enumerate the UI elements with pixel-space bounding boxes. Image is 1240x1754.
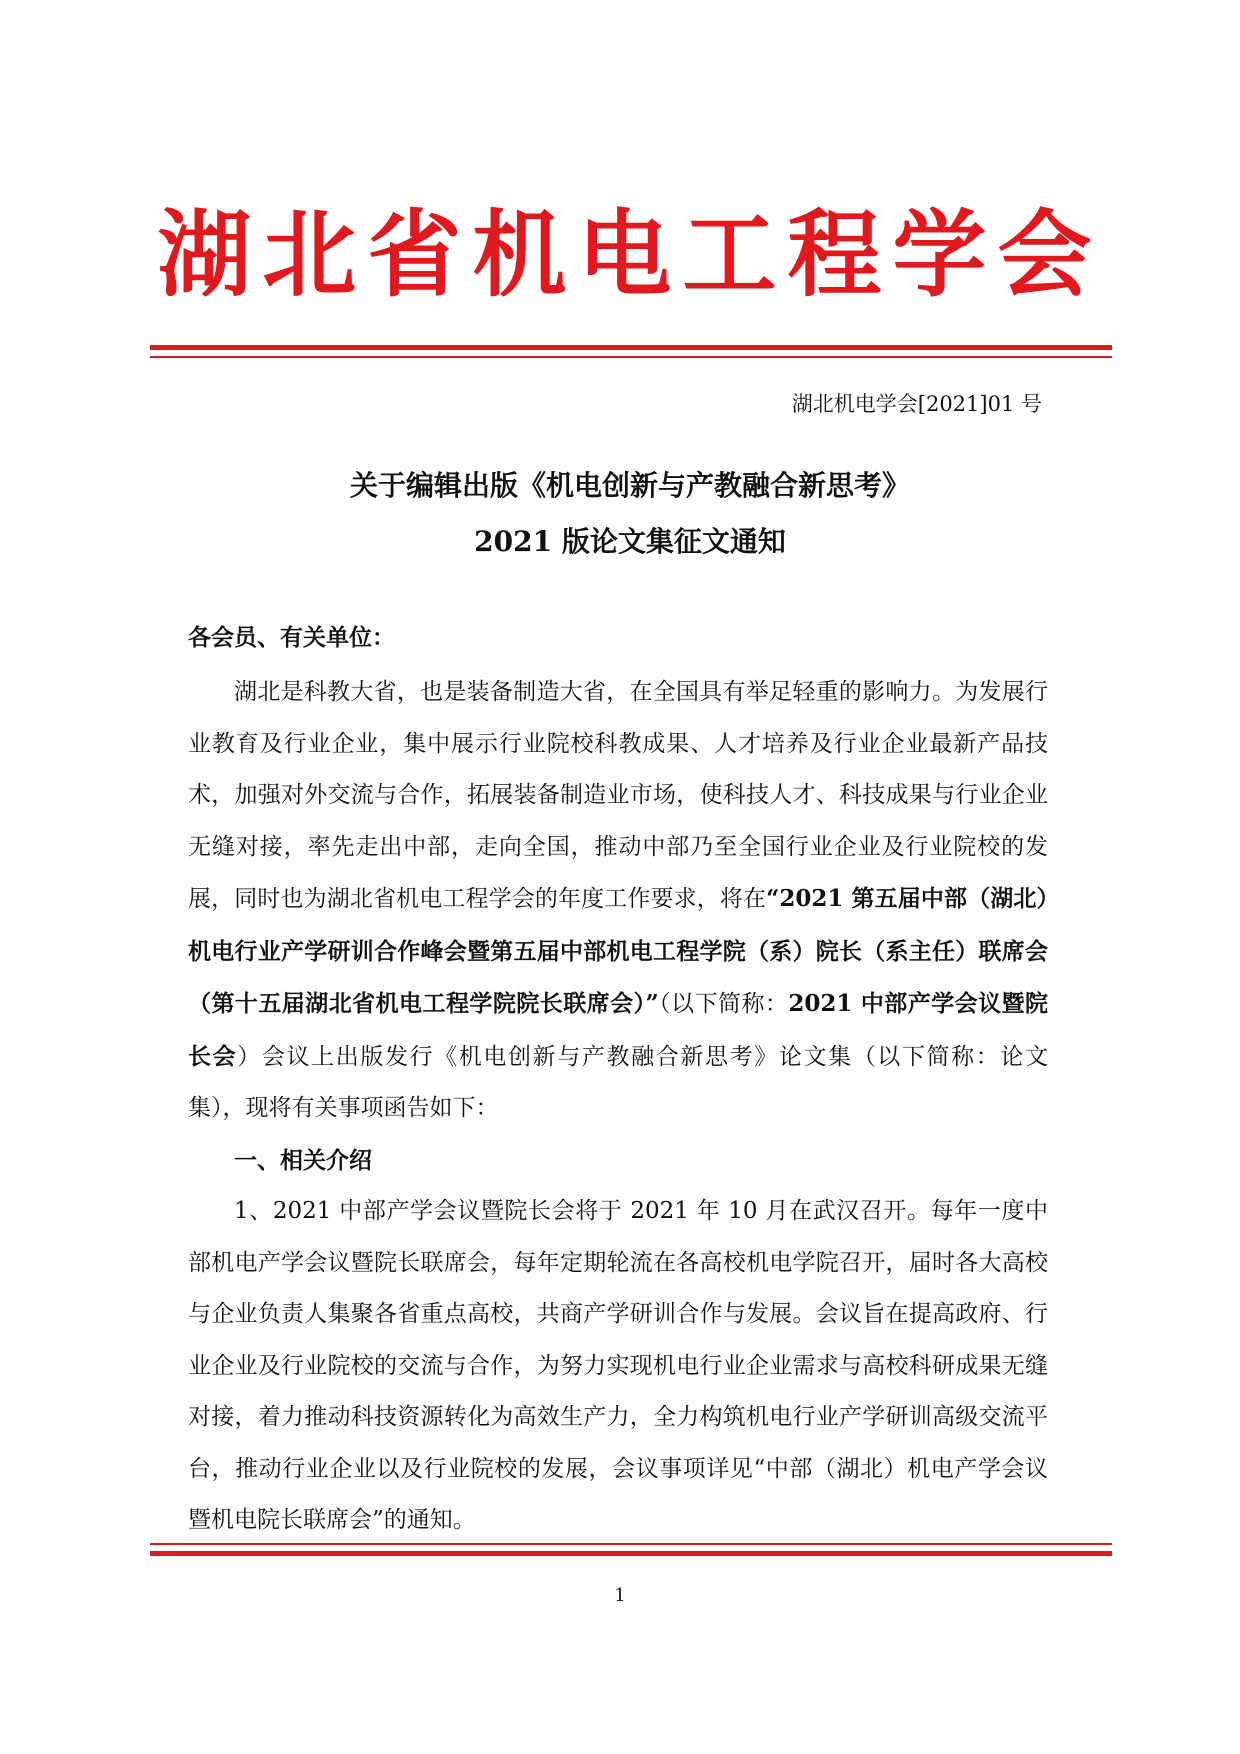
footer-rule-thin [150,1543,1112,1545]
organization-masthead: 湖北省机电工程学会 [157,201,1103,310]
section-heading-1: 一、相关介绍 [234,1146,372,1174]
footer-rule-thick [150,1551,1112,1556]
intro-text-1: 湖北是科教大省，也是装备制造大省，在全国具有举足轻重的影响力。为发展行业教育及行业企业，集中展示行业院校科教成果、人才培养及行业企业最新产品技术，加强对外交流与合作，拓展装备制造业市场，使科技人才、科技成果与行业企业无缝对接，率先走出中部，走向全国，推动中部乃至全国行业企业及行业院校的发展，同时也为湖北省机电工程学会的年度工作要求，将在 [188,679,1048,912]
intro-text-2: （以下简称： [658,991,789,1017]
intro-paragraph [188,667,1048,1135]
conference-full-name: “2021 第五届中部（湖北）机电行业产学研训合作峰会暨第五届中部机电工程学院（系）院长（系主任）联席会（第十五届湖北省机电工程学院院长联席会）” [188,885,1048,1017]
masthead-rule-thin [150,356,1112,358]
intro-text-3: ）会议上出版发行《机电创新与产教融合新思考》论文集（以下简称：论文集），现将有关事项函告如下： [188,1043,1049,1121]
conference-short-name: 2021 中部产学会议暨院长会 [188,990,1049,1070]
notice-title-line-1: 关于编辑出版《机电创新与产教融合新思考》 [349,469,910,502]
salutation: 各会员、有关单位： [188,624,395,651]
notice-body [188,667,1048,1547]
masthead-rule-thick [150,345,1112,350]
notice-title [150,458,1110,570]
document-number: 湖北机电学会[2021]01 号 [791,392,1042,416]
notice-title-line-2: 2021 版论文集征文通知 [474,525,786,558]
item-paragraph-1: 1、2021 中部产学会议暨院长会将于 2021 年 10 月在武汉召开。每年一度中部机电产学会议暨院长联席会，每年定期轮流在各高校机电学院召开，届时各大高校与企业负责人集聚各省重点高校，共商产学研训合作与发展。会议旨在提高政府、行业企业及行业院校的交流与合作，为努力实现机电行业企业需求与高校科研成果无缝对接，着力推动科技资源转化为高效生产力，全力构筑机电行业产学研训高级交流平台，推动行业企业以及行业院校的发展，会议事项详见“中部（湖北）机电产学会议暨机电院长联席会”的通知。 [188,1198,1048,1533]
page-number: 1 [614,1585,626,1606]
